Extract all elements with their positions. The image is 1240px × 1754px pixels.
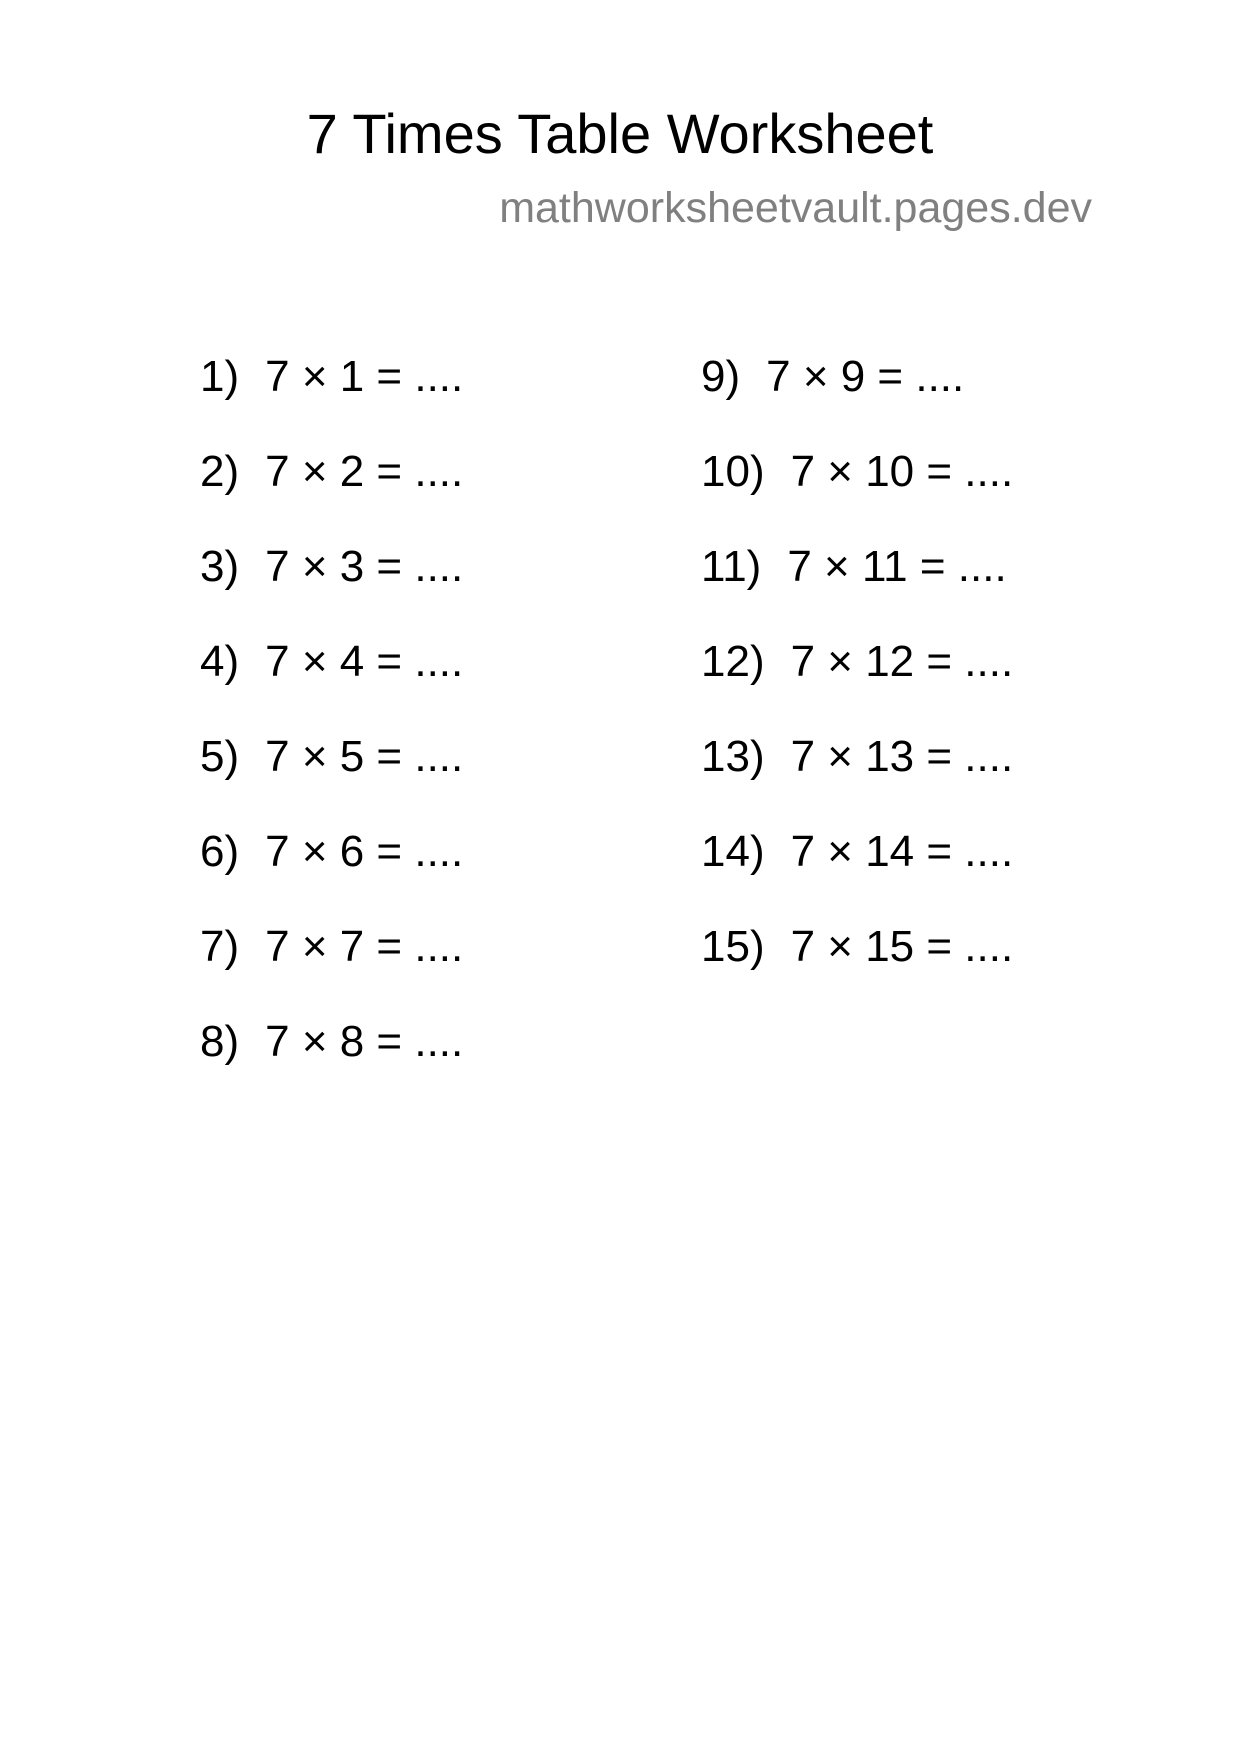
problem-item (701, 728, 1013, 823)
problem-number: 4) (200, 637, 240, 686)
problem-expression: 7 × 3 = .... (265, 542, 464, 591)
problem-expression: 7 × 14 = .... (790, 827, 1014, 876)
problem-item (701, 538, 1013, 633)
problem-item (701, 918, 1013, 1013)
problem-expression: 7 × 8 = .... (265, 1017, 464, 1066)
problem-item (200, 1013, 463, 1108)
problem-item (701, 633, 1013, 728)
problem-number: 6) (200, 827, 240, 876)
problem-expression: 7 × 6 = .... (265, 827, 464, 876)
problem-number: 11) (701, 542, 762, 591)
problem-expression: 7 × 2 = .... (265, 447, 464, 496)
problem-number: 5) (200, 732, 240, 781)
problem-number: 9) (701, 352, 741, 401)
problem-number: 12) (701, 637, 765, 686)
problem-item (200, 633, 463, 728)
problem-item (701, 823, 1013, 918)
problem-expression: 7 × 4 = .... (265, 637, 464, 686)
problem-column-right (701, 348, 1013, 1013)
problem-number: 3) (200, 542, 240, 591)
problem-number: 8) (200, 1017, 240, 1066)
problem-expression: 7 × 13 = .... (790, 732, 1014, 781)
problem-expression: 7 × 7 = .... (265, 922, 464, 971)
problem-number: 10) (701, 447, 765, 496)
problem-expression: 7 × 11 = .... (787, 542, 1007, 591)
problem-expression: 7 × 1 = .... (265, 352, 464, 401)
problem-number: 1) (200, 352, 240, 401)
worksheet-title: 7 Times Table Worksheet (306, 102, 934, 165)
problem-item (200, 823, 463, 918)
problem-number: 14) (701, 827, 765, 876)
problem-item (200, 348, 463, 443)
problem-number: 13) (701, 732, 765, 781)
problem-expression: 7 × 9 = .... (766, 352, 965, 401)
problem-item (200, 728, 463, 823)
problem-item (200, 443, 463, 538)
problem-expression: 7 × 10 = .... (790, 447, 1014, 496)
problem-item (200, 538, 463, 633)
problem-column-left (200, 348, 463, 1108)
problem-number: 2) (200, 447, 240, 496)
problem-item (701, 348, 1013, 443)
problem-expression: 7 × 12 = .... (790, 637, 1014, 686)
problem-expression: 7 × 15 = .... (790, 922, 1014, 971)
problem-expression: 7 × 5 = .... (265, 732, 464, 781)
problem-item (701, 443, 1013, 538)
problem-number: 7) (200, 922, 240, 971)
problem-item (200, 918, 463, 1013)
website-url: mathworksheetvault.pages.dev (499, 184, 1092, 232)
problem-number: 15) (701, 922, 765, 971)
